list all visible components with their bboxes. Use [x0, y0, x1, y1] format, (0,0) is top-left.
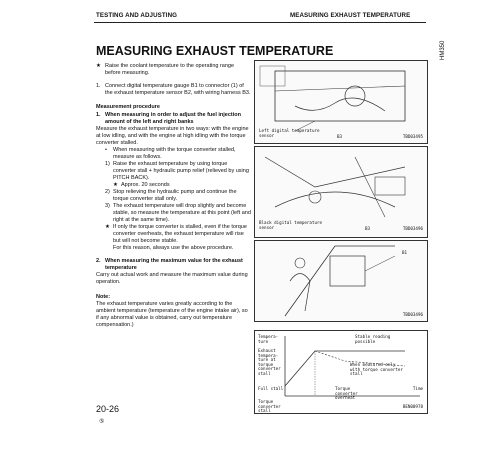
sub-3: The exhaust temperature will drop slightly and become stable, so measure the temperature at this point (left and right at the same time).: [113, 203, 251, 223]
page-number: 20-26: [96, 404, 120, 414]
intro-star: Raise the coolant temperature to the operating range before measuring.: [105, 63, 235, 76]
body-text: [96, 60, 251, 329]
p1-text: Measure the exhaust temperature in two ways: with the engine at low idling, and with the engine at high idling with the torque converter stalled.: [96, 126, 249, 146]
page-sub: ⑤: [99, 419, 105, 425]
page-title: MEASURING EXHAUST TEMPERATURE: [96, 44, 334, 58]
figure-4-time-label: Time: [412, 386, 423, 391]
sub-2: Stop relieving the hydraulic pump and continue the torque converter stall only.: [113, 189, 237, 202]
figure-4-x-label-2: Torque converter stall: [258, 399, 281, 414]
step-1: Connect digital temperature gauge B1 to connector (1) of the exhaust temperature sensor B2, with wiring harness B3.: [105, 83, 251, 96]
sub-1-star: Approx. 20 seconds: [121, 182, 170, 188]
figure-2-code: TBD03496: [402, 226, 423, 231]
number-marker: 1.: [96, 83, 101, 89]
bullet-marker: •: [105, 147, 107, 153]
figure-2-tag: B3: [365, 226, 371, 231]
figure-4-curve-label: Stable reading possible: [355, 334, 391, 344]
p2-text: Carry out actual work and measure the maximum value during operation.: [96, 272, 248, 285]
procedure-heading: Measurement procedure: [96, 104, 160, 110]
header-right: MEASURING EXHAUST TEMPERATURE: [290, 12, 411, 19]
figure-1-code: TBD03495: [402, 134, 423, 139]
note-heading: Note:: [96, 294, 111, 300]
header-left: TESTING AND ADJUSTING: [96, 12, 178, 19]
sub-1: Raise the exhaust temperature by using torque converter stall + hydraulic pump relief (relieved by using PITCH BACK).: [113, 161, 249, 181]
sub-3-star-2: For this reason, always use the above procedure.: [113, 245, 234, 251]
note-text: The exhaust temperature varies greatly according to the ambient temperature (temperature of the engine intake air), so if any abnormal value is obtained, carry out temperature compensation.): [96, 301, 248, 328]
sub-marker: 2): [105, 189, 110, 195]
header-rule: [94, 22, 426, 23]
p1-heading: When measuring in order to adjust the fuel injection amount of the left and right banks: [105, 112, 241, 125]
figure-4-code: BEN00978: [402, 404, 423, 409]
figure-4-y-label: Tempera- ture: [258, 334, 279, 344]
figure-4-x-label-1: Full stall: [258, 386, 284, 391]
figure-4-x-label-3: Torque converter overheat: [335, 386, 358, 401]
p1-bullet: When measuring with the torque converter stalled, measure as follows.: [113, 147, 236, 160]
side-code: HM350: [440, 40, 446, 60]
figure-2: [254, 146, 428, 238]
figure-4-graph: [254, 330, 428, 414]
star-marker: ★: [105, 224, 110, 230]
figure-4-left-label-2: When measured only with torque converter stall: [350, 362, 403, 377]
sub-3-star: If only the torque converter is stalled, even if the torque converter overheats, the exhaust temperature will rise but will not become stable.: [113, 224, 247, 244]
number-marker: 1.: [96, 112, 101, 118]
figure-1-tag: B3: [337, 134, 343, 139]
figure-3-code: TBD03496: [402, 312, 423, 317]
sub-marker: 1): [105, 161, 110, 167]
p2-heading: When measuring the maximum value for the exhaust temperature: [105, 258, 243, 271]
figure-1-label: Left digital temperature sensor: [259, 128, 320, 138]
figure-1: [254, 60, 428, 144]
figure-4-left-label-1: Exhaust tempera- ture at torque converter stall: [258, 348, 281, 376]
figure-2-label: Black digital temperature sensor: [259, 220, 323, 230]
figure-3: [254, 240, 428, 322]
sub-marker: 3): [105, 203, 110, 209]
star-marker: ★: [96, 63, 101, 69]
figure-3-tag: B1: [401, 250, 407, 255]
star-marker: ★: [113, 182, 118, 188]
number-marker: 2.: [96, 258, 101, 264]
